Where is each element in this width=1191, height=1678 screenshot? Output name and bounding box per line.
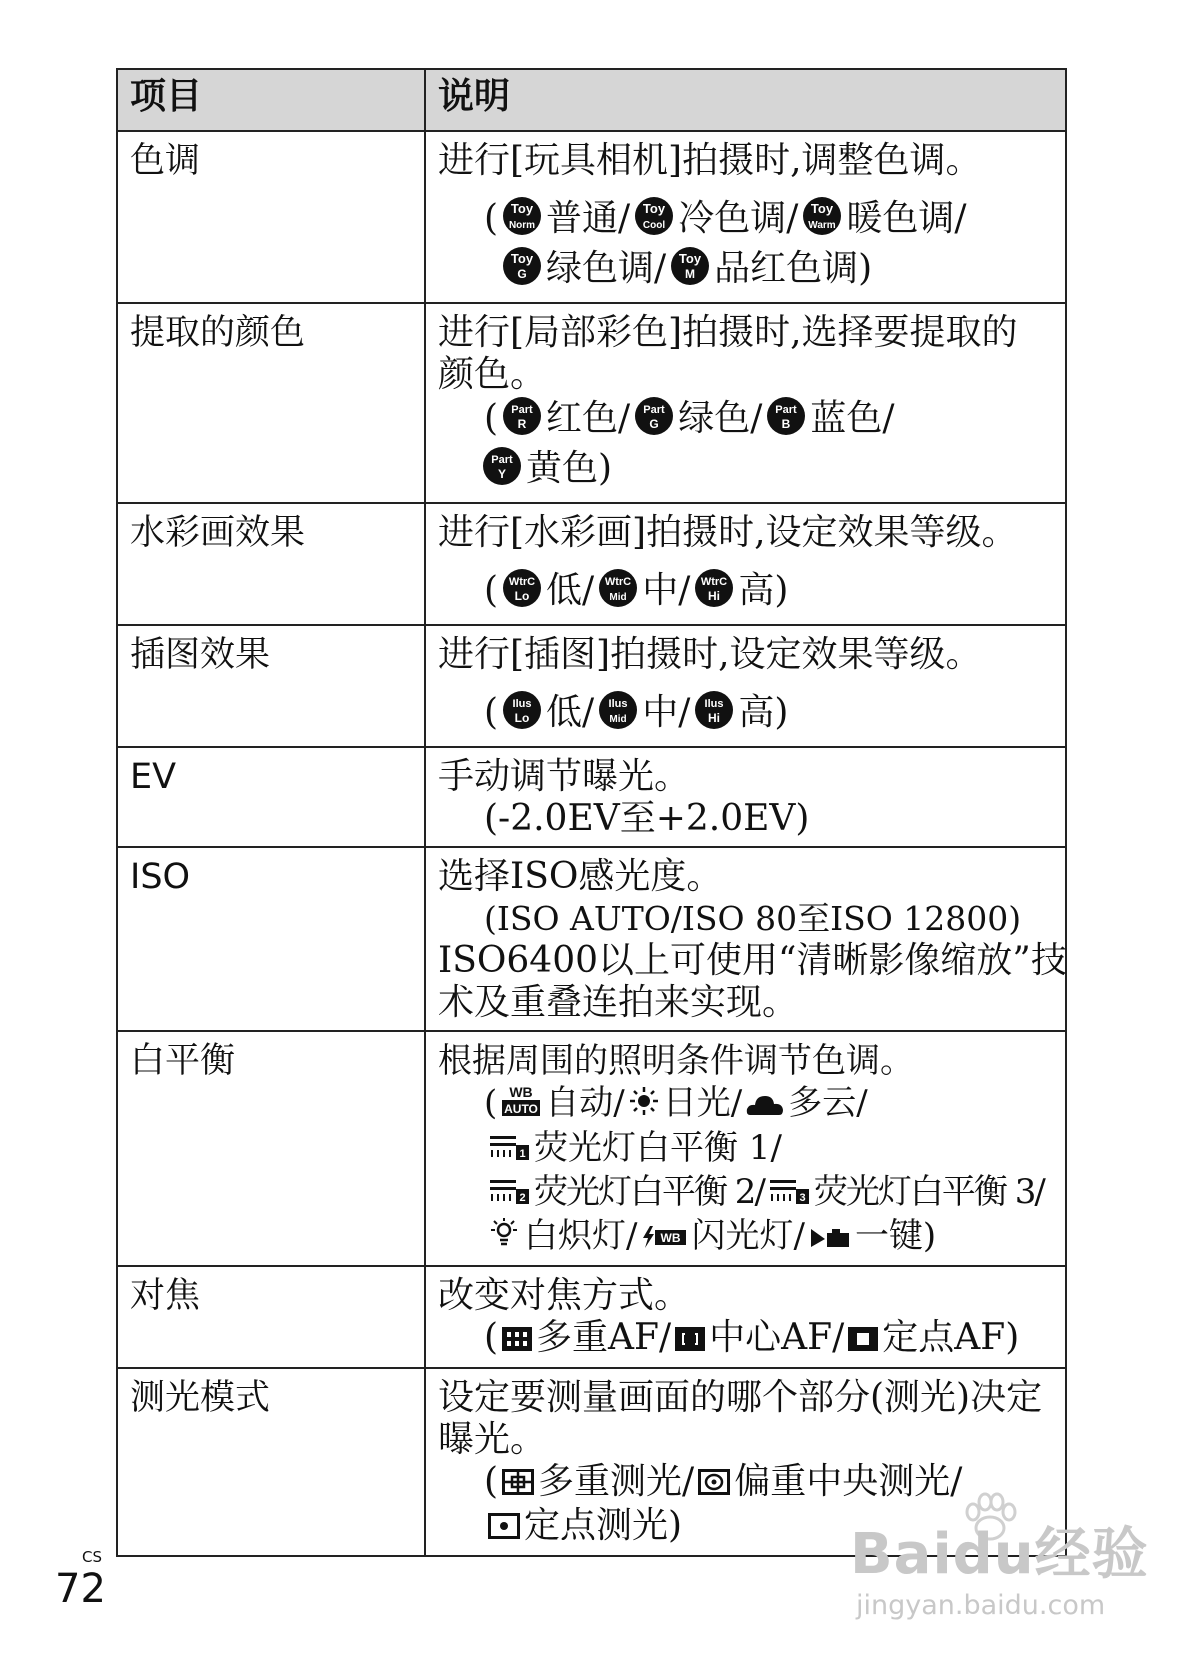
illus-options: ( Ilus Lo 低/ Ilus Mid 中/ Ilus Hi 高) [438,690,1053,740]
desc-text: 进行[玩具相机]拍摄时,调整色调。 [438,140,982,181]
option-label: 绿色调/ [546,248,667,289]
cloud-icon [746,1084,784,1126]
option-label: 日光/ [662,1083,743,1123]
option-label: 中/ [642,692,691,733]
ilus-hi-icon [694,690,734,740]
desc-text: 进行[插图]拍摄时,设定效果等级。 [438,634,982,675]
svg-text:Ilus: Ilus [704,698,724,710]
svg-text:WB: WB [660,1231,681,1245]
table-row [117,625,1066,747]
table-row [117,847,1066,1031]
svg-text:Norm: Norm [508,220,536,231]
desc-text: 颜色。 [438,354,547,395]
spot-af-icon [848,1319,878,1361]
table-header-row [117,69,1066,131]
watercolor-options: ( WtrC Lo 低/ WtrC Mid 中/ WtrC Hi 高) [438,568,1053,618]
ev-range: (-2.0EV至+2.0EV) [484,798,810,839]
desc-text: 根据周围的照明条件调节色调。 [438,1041,914,1081]
wtrc-hi-icon [694,568,734,618]
svg-text:Toy: Toy [510,201,534,216]
svg-text:Hi: Hi [708,711,721,725]
option-label: 普通/ [546,198,631,239]
watermark-url: jingyan.baidu.com [856,1590,1106,1621]
option-label: 暖色调/ [846,198,967,239]
svg-text:WtrC: WtrC [605,576,632,588]
center-weighted-metering-icon [698,1463,730,1505]
option-label: 多重测光/ [538,1461,695,1502]
svg-text:AUTO: AUTO [504,1102,539,1116]
spot-metering-icon [488,1507,520,1549]
desc-text: 曝光。 [438,1419,547,1460]
wb-auto-icon [501,1083,541,1127]
tone-options-line2 [438,246,1053,296]
watermark [850,1510,1149,1621]
tone-options-line1: ( Toy Norm 普通/ Toy Cool 冷色调/ Toy Warm 暖色调/ [438,196,1053,246]
item-wb: 白平衡 [117,1031,425,1266]
desc-watercolor [425,503,1066,625]
toy-warm-icon [802,196,842,246]
svg-text:G: G [517,267,527,281]
wtrc-lo-icon [502,568,542,618]
option-label: 品红色调) [714,248,873,289]
option-label: 荧光灯白平衡 3/ [813,1172,1044,1212]
item-iso: ISO [117,847,425,1031]
desc-wb [425,1031,1066,1266]
option-label: 荧光灯白平衡 2/ [534,1172,764,1212]
svg-text:Mid: Mid [609,592,627,603]
option-label: 高) [738,570,789,611]
desc-color [425,303,1066,503]
option-label: 中心AF/ [709,1317,845,1358]
flash-wb-icon [641,1217,687,1259]
toy-norm-icon [502,196,542,246]
svg-text:Toy: Toy [679,251,702,266]
settings-table [116,68,1067,1557]
svg-text:3: 3 [799,1192,806,1204]
focus-options: ( 多重AF/ 中心AF/ 定点AF) [438,1317,1053,1361]
wb-line4 [438,1215,1053,1259]
svg-text:Lo: Lo [514,589,530,603]
svg-text:Lo: Lo [514,711,530,725]
multi-af-icon [502,1319,532,1361]
svg-text:R: R [517,417,527,431]
item-tone: 色调 [117,131,425,303]
table-row [117,747,1066,847]
center-af-icon [675,1319,705,1361]
desc-iso [425,847,1066,1031]
toy-cool-icon [634,196,674,246]
desc-text: 进行[局部彩色]拍摄时,选择要提取的 [438,312,1018,353]
part-g-icon [634,396,674,446]
item-metering: 测光模式 [117,1368,425,1556]
option-label: 白炽灯/ [524,1216,638,1256]
fluorescent-1-icon [488,1129,530,1171]
desc-focus [425,1266,1066,1368]
header-description: 说明 [425,69,1066,131]
svg-text:WB: WB [509,1084,533,1100]
option-label: 闪光灯/ [691,1216,805,1256]
option-label: 定点测光) [524,1505,683,1546]
desc-text: 改变对焦方式。 [438,1275,691,1316]
one-push-wb-icon [809,1217,851,1259]
option-label: 中/ [642,570,691,611]
desc-tone [425,131,1066,303]
svg-text:Ilus: Ilus [512,698,532,710]
svg-text:1: 1 [519,1148,526,1160]
svg-text:Toy: Toy [510,251,534,266]
fluorescent-3-icon [768,1173,810,1215]
header-item: 项目 [117,69,425,131]
part-r-icon [502,396,542,446]
svg-text:G: G [649,417,659,431]
item-illus: 插图效果 [117,625,425,747]
svg-text:WtrC: WtrC [701,576,728,588]
option-label: 定点AF) [882,1317,1020,1358]
item-ev: EV [117,747,425,847]
table-row [117,1266,1066,1368]
desc-text: 进行[水彩画]拍摄时,设定效果等级。 [438,512,1018,553]
option-label: 偏重中央测光/ [734,1461,963,1502]
option-label: 绿色/ [678,398,763,439]
option-label: 蓝色/ [810,398,895,439]
part-y-icon [482,446,522,496]
option-label: 红色/ [546,398,631,439]
wtrc-mid-icon [598,568,638,618]
option-label: 一键) [854,1216,937,1256]
multi-metering-icon [502,1463,534,1505]
svg-text:M: M [685,267,696,281]
svg-text:2: 2 [519,1192,526,1204]
svg-text:Warm: Warm [808,220,837,231]
page-language: CS [82,1548,102,1566]
iso-note: ISO6400以上可使用“清晰影像缩放”技 [438,940,1067,981]
ilus-lo-icon [502,690,542,740]
svg-text:WtrC: WtrC [508,576,536,588]
option-label: 低/ [546,692,595,733]
desc-illus [425,625,1066,747]
wb-line1: ( WB AUTO 自动/ 日光/ 多云/ [438,1082,1053,1127]
svg-text:Part: Part [775,404,798,416]
color-options-line1: ( Part R 红色/ Part G 绿色/ Part B 蓝色/ [438,396,1053,446]
svg-text:Toy: Toy [643,201,666,216]
option-label: 冷色调/ [678,198,799,239]
color-options-line2 [438,446,1053,496]
svg-text:Ilus: Ilus [608,698,628,710]
svg-text:Toy: Toy [811,201,834,216]
option-label: 低/ [546,570,595,611]
wb-line3 [438,1171,1053,1215]
iso-note: 术及重叠连拍来实现。 [438,982,799,1023]
option-label: 荧光灯白平衡 1/ [534,1128,782,1168]
svg-text:Part: Part [491,454,513,466]
fluorescent-2-icon [488,1173,530,1215]
wb-line2 [438,1127,1053,1171]
table-row [117,503,1066,625]
page-number: 72 [55,1566,106,1612]
option-label: 多重AF/ [536,1317,672,1358]
option-label: 高) [738,692,789,733]
desc-ev [425,747,1066,847]
metering-options-line1: ( 多重测光/ 偏重中央测光/ [438,1461,1053,1505]
desc-text: 选择ISO感光度。 [438,856,723,897]
toy-g-icon [502,246,542,296]
ilus-mid-icon [598,690,638,740]
toy-m-icon [670,246,710,296]
table-row [117,303,1066,503]
svg-text:Part: Part [511,404,533,416]
option-label: 多云/ [788,1083,868,1123]
watermark-brand: Baidu经验 [850,1522,1149,1587]
sun-icon [629,1084,659,1126]
svg-text:Y: Y [497,467,507,481]
option-label: 黄色) [526,448,613,489]
svg-text:B: B [781,417,791,431]
desc-text: 手动调节曝光。 [438,756,691,797]
svg-text:Cool: Cool [643,220,666,231]
item-color: 提取的颜色 [117,303,425,503]
option-label: 自动/ [545,1083,625,1123]
svg-text:Mid: Mid [609,714,627,725]
iso-range: (ISO AUTO/ISO 80至ISO 12800) [484,899,1022,938]
table-row [117,131,1066,303]
part-b-icon [766,396,806,446]
svg-text:Hi: Hi [708,589,721,603]
table-row [117,1031,1066,1266]
item-focus: 对焦 [117,1266,425,1368]
desc-text: 设定要测量画面的哪个部分(测光)决定 [438,1377,1043,1418]
incandescent-icon [488,1217,520,1259]
svg-text:Part: Part [643,404,665,416]
item-watercolor: 水彩画效果 [117,503,425,625]
